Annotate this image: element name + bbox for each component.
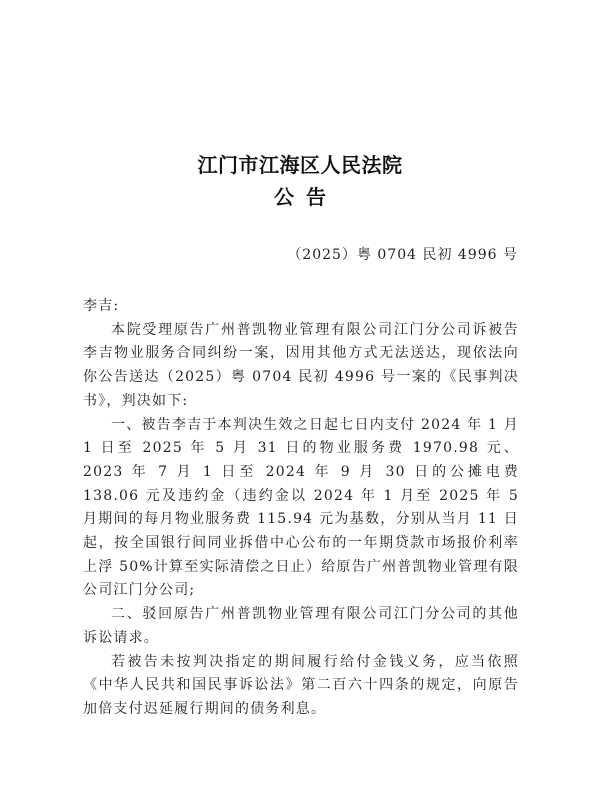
court-name: 江门市江海区人民法院 <box>197 153 403 177</box>
paragraph-judgment-item-1: 一、被告李吉于本判决生效之日起七日内支付 2024 年 1 月 1 日至 2025 年 5 月 31 日的物业服务费 1970.98 元、2023 年 7 月 1 日至 2024 年 9 月 30 日的公摊电费 138.06 元及违约金（违约金以 2024 年 1 月至 2025 年 5 月期间的每月物业服务费 115.94 元为基数，分别从当月 11 日起，按全国银行间同业拆借中心公布的一年期贷款市场报价利率上浮 50%计算至实际清偿之日止）给原告广州普凯物业管理有限公司江门分公司; <box>83 416 519 599</box>
paragraph-late-performance: 若被告未按判决指定的期间履行给付金钱义务，应当依照《中华人民共和国民事诉讼法》第二百六十四条的规定，向原告加倍支付迟延履行期间的债务利息。 <box>83 653 519 717</box>
addressee: 李吉: <box>83 298 120 314</box>
paragraph-intro: 本院受理原告广州普凯物业管理有限公司江门分公司诉被告李吉物业服务合同纠纷一案，因用其他方式无法送达，现依法向你公告送达（2025）粤 0704 民初 4996 号一案的《民事判决书》，判决如下: <box>83 321 519 409</box>
notice-title: 公告 <box>274 185 338 209</box>
paragraph-judgment-item-2: 二、驳回原告广州普凯物业管理有限公司江门分公司的其他诉讼请求。 <box>83 606 519 646</box>
notice-body <box>83 295 519 722</box>
case-number: （2025）粤 0704 民初 4996 号 <box>287 247 518 263</box>
